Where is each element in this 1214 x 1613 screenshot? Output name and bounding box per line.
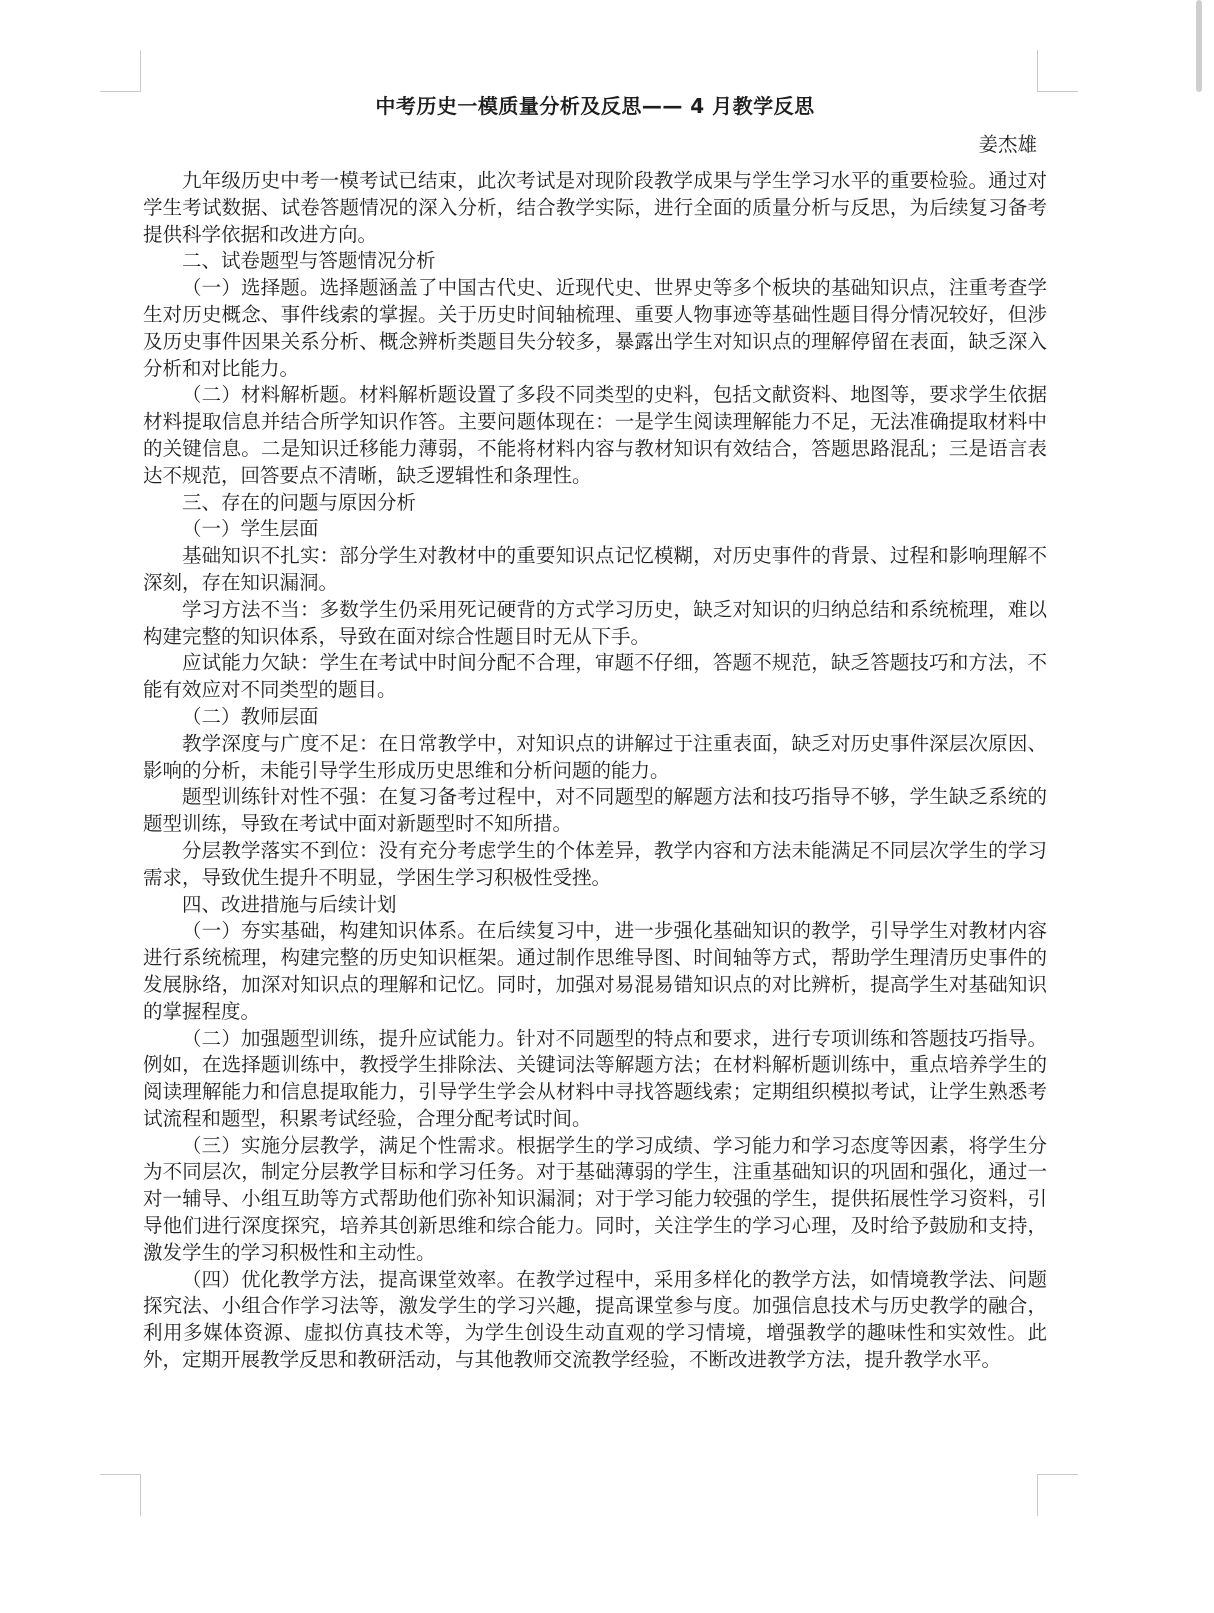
body-paragraph: （一）夯实基础，构建知识体系。在后续复习中，进一步强化基础知识的教学，引导学生对教材内容进行系统梳理，构建完整的历史知识框架。通过制作思维导图、时间轴等方式，帮助学生理清历史事件的发展脉络，加深对知识点的理解和记忆。同时，加强对易混易错知识点的对比辨析，提高学生对基础知识的掌握程度。 [143,919,1047,1023]
document-page [143,90,1047,1374]
crop-mark-top-left-vertical [140,50,141,92]
body-paragraph: 基础知识不扎实：部分学生对教材中的重要知识点记忆模糊，对历史事件的背景、过程和影响理解不深刻，存在知识漏洞。 [143,544,1047,594]
body-paragraph: 题型训练针对性不强：在复习备考过程中，对不同题型的解题方法和技巧指导不够，学生缺乏系统的题型训练，导致在考试中面对新题型时不知所措。 [143,785,1047,836]
body-paragraph: 应试能力欠缺：学生在考试中时间分配不合理，审题不仔细，答题不规范，缺乏答题技巧和方法，不能有效应对不同类型的题目。 [143,651,1047,702]
body-paragraph: （四）优化教学方法，提高课堂效率。在教学过程中，采用多样化的教学方法，如情境教学法、问题探究法、小组合作学习法等，激发学生的学习兴趣，提高课堂参与度。加强信息技术与历史教学的融合，利用多媒体资源、虚拟仿真技术等，为学生创设生动直观的学习情境，增强教学的趣味性和实效性。此外，定期开展教学反思和教研活动，与其他教师交流教学经验，不断改进教学方法，提升教学水平。 [143,1267,1047,1372]
subsection-heading: （二）教师层面 [182,704,319,728]
section-heading: 二、试卷题型与答题情况分析 [182,249,436,273]
author-name: 姜杰雄 [978,133,1037,156]
crop-mark-top-left-horizontal [100,91,141,92]
crop-mark-bottom-right-horizontal [1037,1474,1078,1475]
subsection-heading: （一）学生层面 [182,517,319,541]
body-paragraph: （三）实施分层教学，满足个性需求。根据学生的学习成绩、学习能力和学习态度等因素，将学生分为不同层次，制定分层教学目标和学习任务。对于基础薄弱的学生，注重基础知识的巩固和强化，通过一对一辅导、小组互助等方式帮助他们弥补知识漏洞；对于学习能力较强的学生，提供拓展性学习资料，引导他们进行深度探究，培养其创新思维和综合能力。同时，关注学生的学习心理，及时给予鼓励和支持，激发学生的学习积极性和主动性。 [143,1133,1047,1264]
intro-paragraph: 九年级历史中考一模考试已结束，此次考试是对现阶段教学成果与学生学习水平的重要检验。通过对学生考试数据、试卷答题情况的深入分析，结合教学实际，进行全面的质量分析与反思，为后续复习备考提供科学依据和改进方向。 [143,169,1047,246]
section-heading: 四、改进措施与后续计划 [182,892,397,916]
section-heading: 三、存在的问题与原因分析 [182,490,417,514]
crop-mark-bottom-right-vertical [1037,1474,1038,1516]
vertical-scrollbar[interactable] [1196,0,1202,92]
crop-mark-bottom-left-horizontal [100,1474,141,1475]
body-paragraph: （二）加强题型训练，提升应试能力。针对不同题型的特点和要求，进行专项训练和答题技巧指导。例如，在选择题训练中，教授学生排除法、关键词法等解题方法；在材料解析题训练中，重点培养学生的阅读理解能力和信息提取能力，引导学生学会从材料中寻找答题线索；定期组织模拟考试，让学生熟悉考试流程和题型，积累考试经验，合理分配考试时间。 [143,1026,1047,1130]
body-paragraph: 教学深度与广度不足：在日常教学中，对知识点的讲解过于注重表面，缺乏对历史事件深层次原因、影响的分析，未能引导学生形成历史思维和分析问题的能力。 [143,731,1047,782]
body-paragraph: 分层教学落实不到位：没有充分考虑学生的个体差异，教学内容和方法未能满足不同层次学生的学习需求，导致优生提升不明显，学困生学习积极性受挫。 [143,838,1047,889]
body-paragraph: 学习方法不当：多数学生仍采用死记硬背的方式学习历史，缺乏对知识的归纳总结和系统梳理，难以构建完整的知识体系，导致在面对综合性题目时无从下手。 [143,597,1047,648]
crop-mark-top-right-vertical [1037,50,1038,92]
crop-mark-bottom-left-vertical [140,1474,141,1516]
document-title: 中考历史一模质量分析及反思—— 4 月教学反思 [375,94,815,118]
body-paragraph: （二）材料解析题。材料解析题设置了多段不同类型的史料，包括文献资料、地图等，要求学生依据材料提取信息并结合所学知识作答。主要问题体现在：一是学生阅读理解能力不足，无法准确提取材料中的关键信息。二是知识迁移能力薄弱，不能将材料内容与教材知识有效结合，答题思路混乱；三是语言表达不规范，回答要点不清晰，缺乏逻辑性和条理性。 [143,383,1047,487]
body-paragraph: （一）选择题。选择题涵盖了中国古代史、近现代史、世界史等多个板块的基础知识点，注重考查学生对历史概念、事件线索的掌握。关于历史时间轴梳理、重要人物事迹等基础性题目得分情况较好，但涉及历史事件因果关系分析、概念辨析类题目失分较多，暴露出学生对知识点的理解停留在表面，缺乏深入分析和对比能力。 [143,276,1047,380]
